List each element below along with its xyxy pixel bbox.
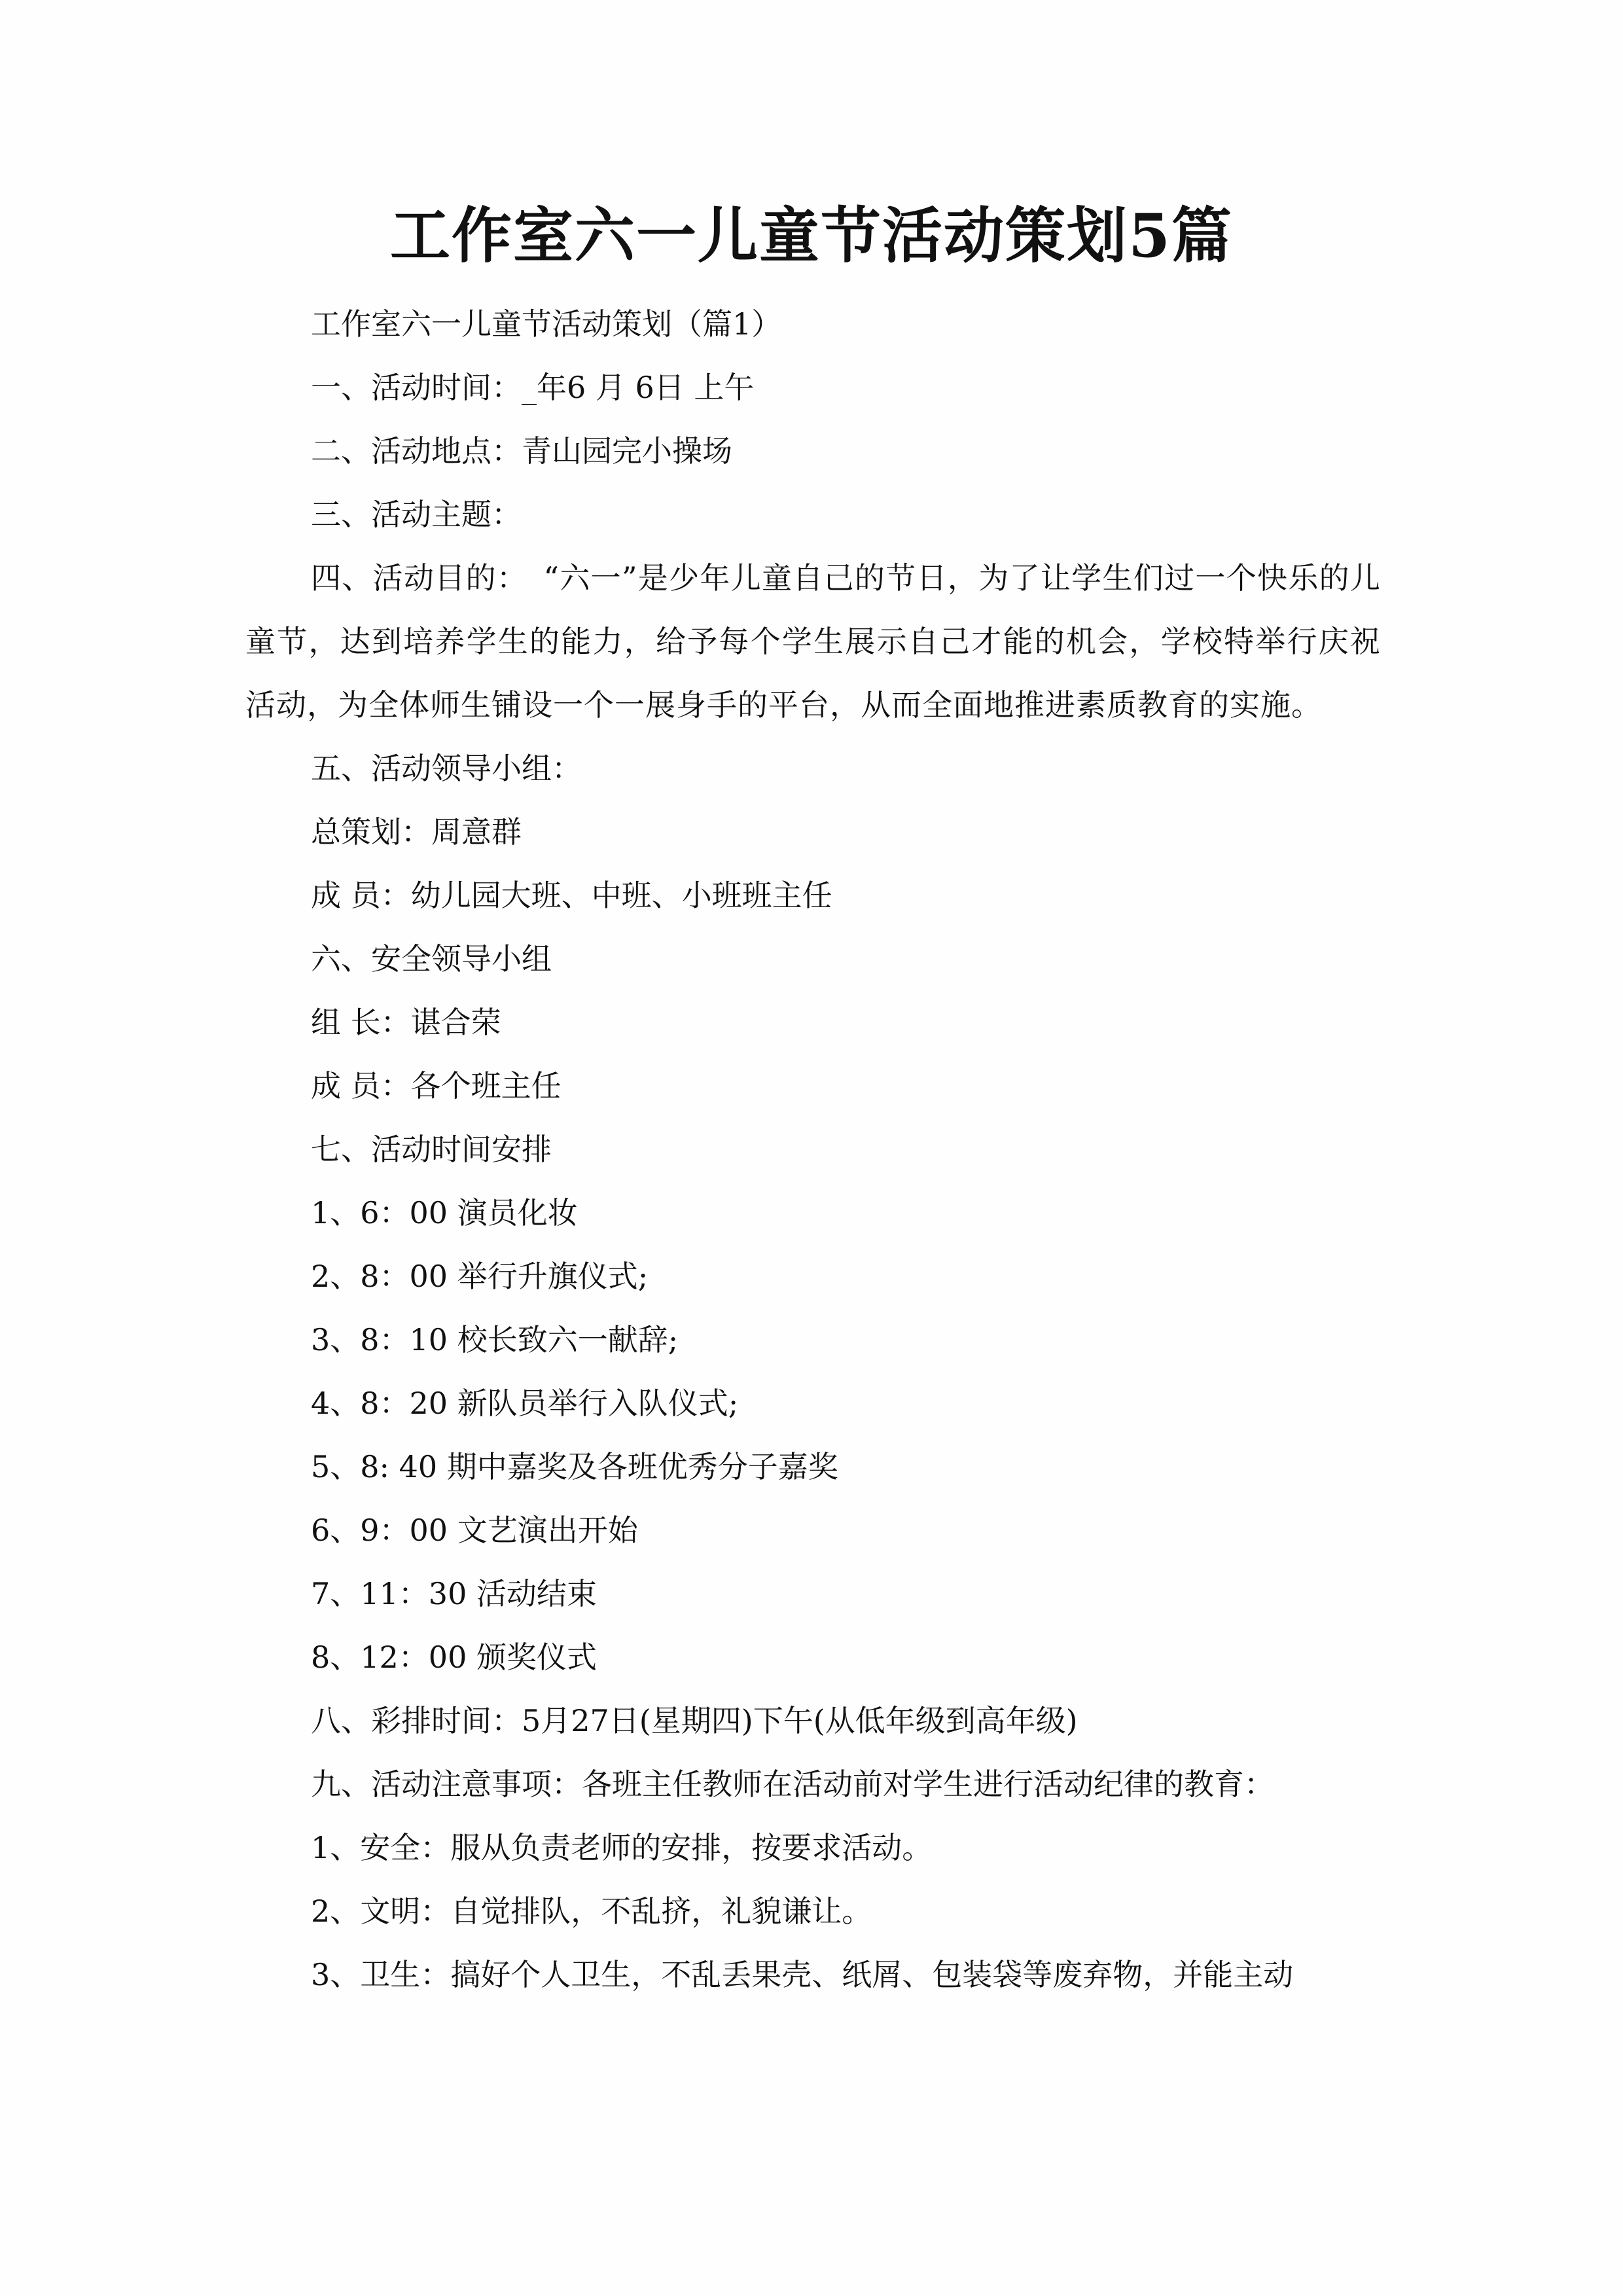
section-heading: 工作室六一儿童节活动策划（篇1） [311, 306, 782, 342]
schedule-item: 5、8: 40 期中嘉奖及各班优秀分子嘉奖 [311, 1449, 838, 1484]
activity-time: 一、活动时间：_年6 月 6日 上午 [311, 370, 755, 405]
precautions-heading: 九、活动注意事项：各班主任教师在活动前对学生进行活动纪律的教育： [311, 1767, 1274, 1802]
document-title: 工作室六一儿童节活动策划5篇 [389, 200, 1233, 271]
precaution-item: 3、卫生：搞好个人卫生，不乱丢果壳、纸屑、包装袋等废弃物，并能主动 [311, 1957, 1294, 1992]
leadership-members: 成 员：幼儿园大班、中班、小班班主任 [311, 878, 832, 913]
safety-group-leader: 组 长：谌合荣 [311, 1005, 501, 1040]
rehearsal-time: 八、彩排时间：5月27日(星期四)下午(从低年级到高年级) [311, 1703, 1078, 1738]
chief-planner: 总策划：周意群 [311, 814, 522, 850]
precaution-item: 1、安全：服从负责老师的安排，按要求活动。 [311, 1830, 933, 1865]
safety-group-heading: 六、安全领导小组 [311, 941, 552, 977]
document-body [245, 293, 1381, 2007]
schedule-heading: 七、活动时间安排 [311, 1132, 552, 1167]
schedule-item: 4、8：20 新队员举行入队仪式; [311, 1386, 739, 1421]
activity-theme: 三、活动主题： [311, 497, 522, 532]
schedule-item: 7、11：30 活动结束 [311, 1576, 597, 1611]
schedule-item: 1、6：00 演员化妆 [311, 1195, 578, 1230]
activity-purpose-paragraph: 四、活动目的： “六一”是少年儿童自己的节日，为了让学生们过一个快乐的儿童节，达到培养学生的能力，给予每个学生展示自己才能的机会，学校特举行庆祝活动，为全体师生铺设一个一展身手的平台，从而全面地推进素质教育的实施。 [245, 560, 1381, 723]
precaution-item: 2、文明：自觉排队，不乱挤，礼貌谦让。 [311, 1893, 872, 1929]
schedule-item: 6、9：00 文艺演出开始 [311, 1513, 638, 1548]
activity-location: 二、活动地点：青山园完小操场 [311, 433, 732, 469]
schedule-item: 8、12：00 颁奖仪式 [311, 1640, 597, 1675]
safety-group-members: 成 员：各个班主任 [311, 1068, 562, 1103]
leadership-group-heading: 五、活动领导小组： [311, 751, 582, 786]
schedule-item: 3、8：10 校长致六一献辞; [311, 1322, 679, 1357]
schedule-item: 2、8：00 举行升旗仪式; [311, 1259, 649, 1294]
